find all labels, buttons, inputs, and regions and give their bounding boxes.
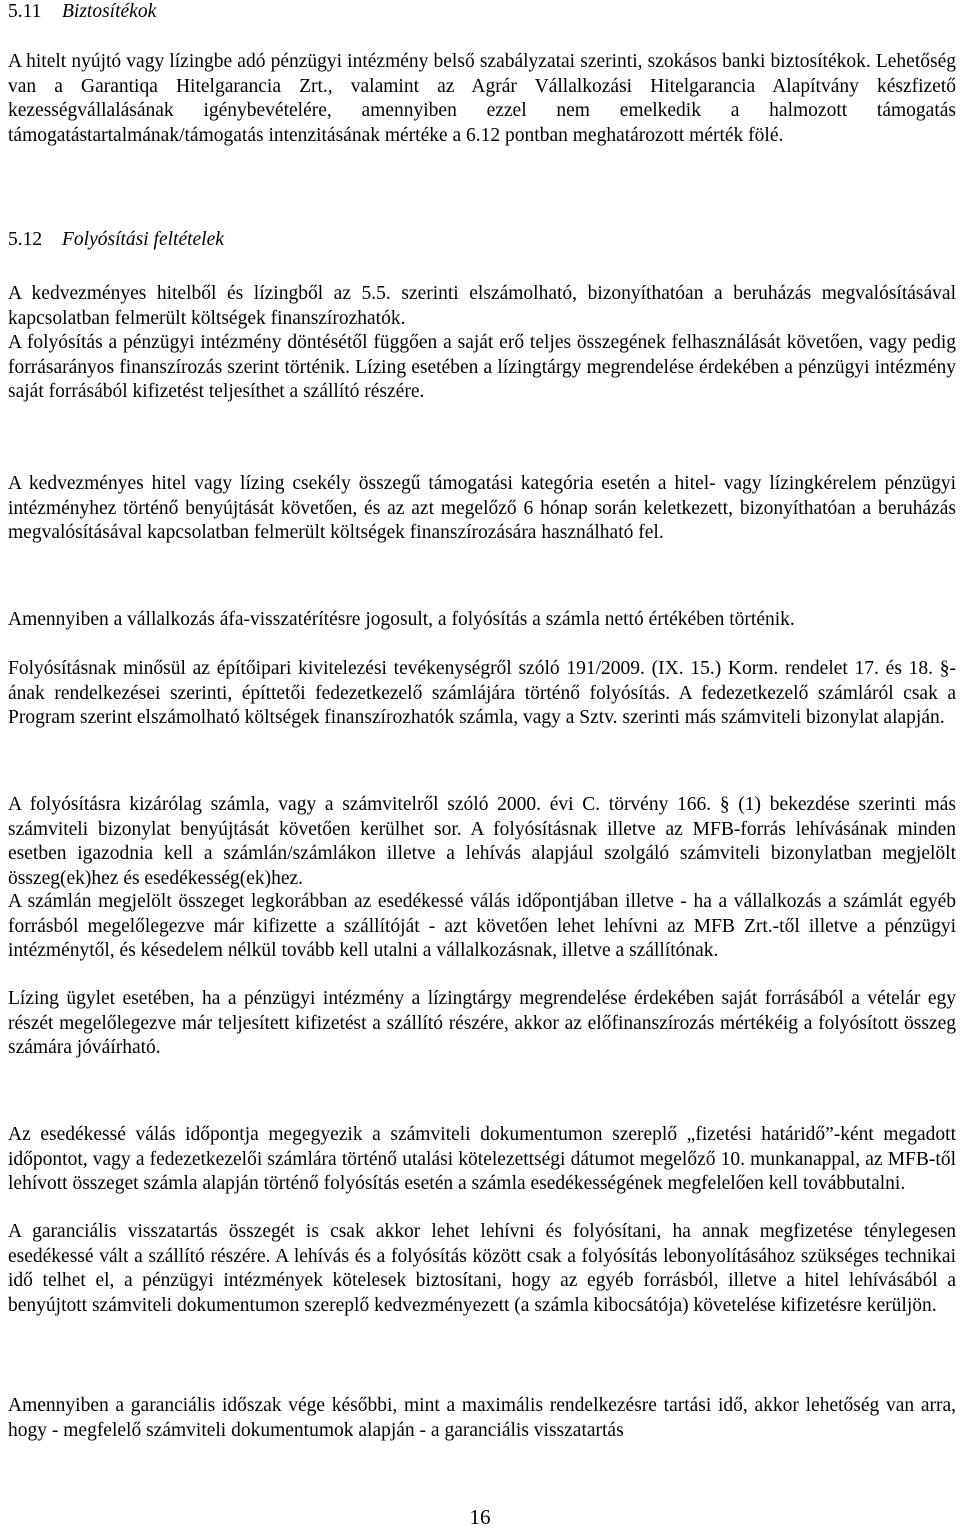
paragraph-eligible-costs: A kedvezményes hitelből és lízingből az 5.5. szerinti elszámolható, bizonyíthatóan a beruházás megvalósításával kapcsolatban felmerült költségek finanszírozhatók. — [8, 283, 956, 329]
section-number: 5.12 — [8, 229, 43, 250]
section-heading-5-11 — [8, 0, 156, 25]
paragraph-disbursement-order: A folyósítás a pénzügyi intézmény döntésétől függően a saját erő teljes összegének felhasználását követően, vagy pedig forrásarányos finanszírozás szerint történik. Lízing esetében a lízingtárgy megrendelése érdekében a pénzügyi intézmény saját forrásából kifizetést teljesíthet a szállító részére. — [8, 332, 956, 402]
paragraph-warranty-retention: A garanciális visszatartás összegét is csak akkor lehet lehívni és folyósítani, ha annak megfizetése ténylegesen esedékessé vált a szállító részére. A lehívás és a folyósítás között csak a folyósítás lebonyolításához szükséges technikai idő telhet el, a pénzügyi intézmények kötelesek biztosítani, hogy az egyéb forrásból, illetve a hitel lehívásából a benyújtott számviteli dokumentumon szereplő kedvezményezett (a számla kibocsátója) követelése kifizetésre kerüljön. — [8, 1221, 956, 1316]
paragraph-due-date: Az esedékessé válás időpontja megegyezik a számviteli dokumentumon szereplő „fizetési határidő”-ként megadott időpontot, vagy a fedezetkezelői számlára történő utalási kötelezettségi dátumot megelőző 10. munkanappal, az MFB-től lehívott összeget számla alapján történő folyósítás esetén a számla esedékességének megfelelően kell továbbutalni. — [8, 1124, 956, 1194]
paragraph-vat: Amennyiben a vállalkozás áfa-visszatérítésre jogosult, a folyósítás a számla nettó értékében történik. — [8, 609, 795, 630]
paragraph-leasing-prefinancing: Lízing ügylet esetében, ha a pénzügyi intézmény a lízingtárgy megrendelése érdekében saját forrásából a vételár egy részét megelőlegezve már teljesített kifizetést a szállító részére, akkor az előfinanszírozás mértékéig a folyósított összeg számára jóváírható. — [8, 988, 956, 1058]
paragraph-construction: Folyósításnak minősül az építőipari kivitelezési tevékenységről szóló 191/2009. (IX. 15.) Korm. rendelet 17. és 18. §-ának rendelkezései szerinti, építtetői fedezetkezelő számlájára történő folyósítás. A fedezetkezelő számláról csak a Program szerint elszámolható költségek finanszírozhatók számla, vagy a Sztv. szerinti más számviteli bizonylat alapján. — [8, 658, 956, 728]
paragraph-invoice-requirement: A folyósításra kizárólag számla, vagy a számvitelről szóló 2000. évi C. törvény 166. § (1) bekezdése szerinti más számviteli bizonylat benyújtását követően kerülhet sor. A folyósításnak illetve az MFB-forrás lehívásának minden esetben igazodnia kell a számlán/számlákon illetve a lehívás alapjául szolgáló számviteli bizonylatban megjelölt összeg(ek)hez és esedékesség(ek)hez. — [8, 794, 956, 889]
paragraph-guarantees: A hitelt nyújtó vagy lízingbe adó pénzügyi intézmény belső szabályzatai szerinti, szokásos banki biztosítékok. Lehetőség van a Garantiqa Hitelgarancia Zrt., valamint az Agrár Vállalkozási Hitelgarancia Alapítvány készfizető kezességvállalásának igénybevételére, amennyiben ezzel nem emelkedik a halmozott támogatás támogatástartalmának/támogatás intenzitásának mértéke a 6.12 pontban meghatározott mérték fölé. — [8, 51, 956, 146]
paragraph-warranty-period: Amennyiben a garanciális időszak vége későbbi, mint a maximális rendelkezésre tartási idő, akkor lehetőség van arra, hogy - megfelelő számviteli dokumentumok alapján - a garanciális visszatartás — [8, 1395, 956, 1441]
section-title: Folyósítási feltételek — [62, 229, 224, 250]
section-number: 5.11 — [8, 1, 42, 22]
section-title: Biztosítékok — [62, 1, 157, 22]
paragraph-de-minimis: A kedvezményes hitel vagy lízing csekély összegű támogatási kategória esetén a hitel- vagy lízingkérelem pénzügyi intézményhez történő benyújtását követően, és az azt megelőző 6 hónap során keletkezett, bizonyíthatóan a beruházás megvalósításával kapcsolatban felmerült költségek finanszírozására használható fel. — [8, 473, 956, 543]
paragraph-drawdown-timing: A számlán megjelölt összeget legkorábban az esedékessé válás időpontjában illetve - ha a vállalkozás a számlát egyéb forrásból megelőlegezve már kifizette a szállítóját - azt követően lehet lehívni az MFB Zrt.-től illetve a pénzügyi intézménytől, és késedelem nélkül tovább kell utalni a vállalkozásnak, illetve a szállítónak. — [8, 891, 956, 961]
page-number: 16 — [469, 1505, 491, 1529]
section-heading-5-12 — [8, 228, 224, 253]
